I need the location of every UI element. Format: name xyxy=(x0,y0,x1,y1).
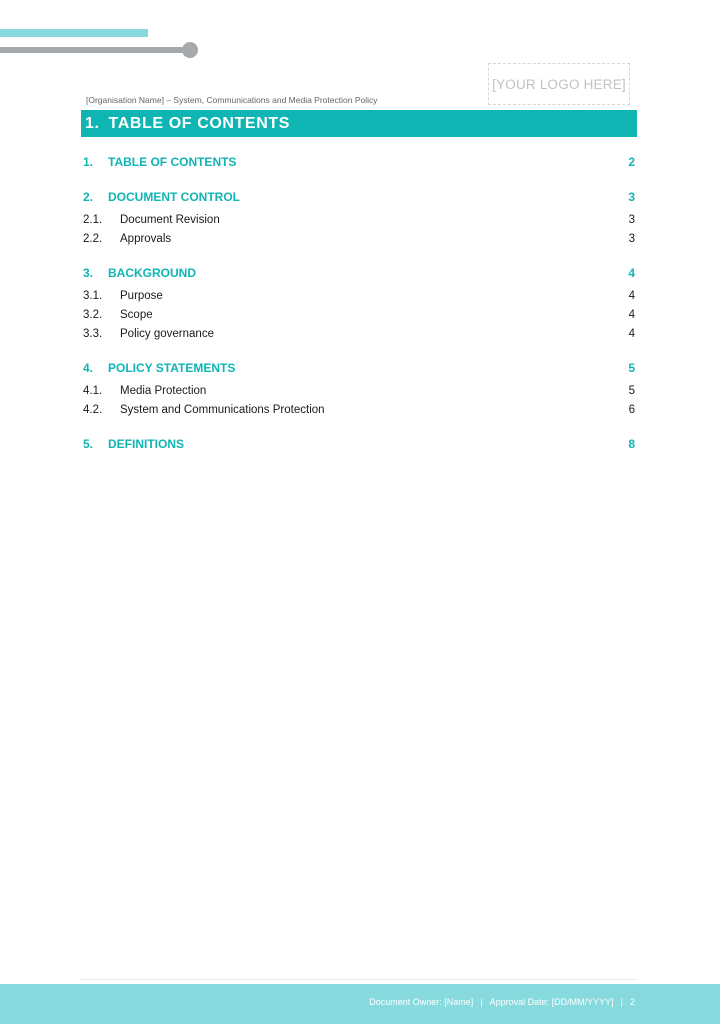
toc-entry-page: 4 xyxy=(628,328,635,340)
toc-entry-page: 4 xyxy=(628,290,635,302)
toc-entry-label: Approvals xyxy=(120,233,172,245)
toc-entry-label: BACKGROUND xyxy=(108,266,196,280)
toc-entry-background[interactable] xyxy=(83,262,636,284)
toc-entry-number: 5. xyxy=(83,437,94,451)
footer-text xyxy=(369,997,635,1007)
table-of-contents xyxy=(83,151,636,455)
toc-entry-page: 4 xyxy=(628,266,635,280)
footer-band xyxy=(0,984,720,1024)
running-header-title: [Organisation Name] – System, Communications and Media Protection Policy xyxy=(86,95,378,105)
toc-entry-number: 2.1. xyxy=(83,214,103,226)
toc-entry-number: 3.3. xyxy=(83,328,103,340)
toc-entry-media-protection[interactable] xyxy=(83,382,636,401)
toc-entry-label: Document Revision xyxy=(120,214,220,226)
decorative-gray-line xyxy=(0,47,186,53)
toc-entry-number: 4. xyxy=(83,361,94,375)
toc-entry-number: 2.2. xyxy=(83,233,103,245)
footer-document-owner: Document Owner: [Name] xyxy=(369,997,474,1007)
toc-entry-policy-statements[interactable] xyxy=(83,357,636,379)
toc-entry-label: DOCUMENT CONTROL xyxy=(108,190,240,204)
toc-entry-page: 3 xyxy=(628,190,635,204)
decorative-teal-bar xyxy=(0,29,148,37)
decorative-gray-dot xyxy=(182,42,198,58)
toc-entry-label: Scope xyxy=(120,309,153,321)
toc-entry-page: 3 xyxy=(628,214,635,226)
toc-entry-policy-governance[interactable] xyxy=(83,325,636,344)
toc-entry-label: Policy governance xyxy=(120,328,214,340)
toc-entry-page: 5 xyxy=(628,385,635,397)
toc-entry-page: 3 xyxy=(628,233,635,245)
toc-entry-page: 5 xyxy=(628,361,635,375)
toc-entry-document-revision[interactable] xyxy=(83,211,636,230)
toc-entry-number: 3.2. xyxy=(83,309,103,321)
toc-entry-table-of-contents[interactable] xyxy=(83,151,636,173)
toc-entry-number: 4.2. xyxy=(83,404,103,416)
toc-entry-label: System and Communications Protection xyxy=(120,404,325,416)
section-heading-title: TABLE OF CONTENTS xyxy=(108,114,290,132)
toc-entry-definitions[interactable] xyxy=(83,433,636,455)
toc-entry-number: 2. xyxy=(83,190,94,204)
section-heading xyxy=(81,110,637,137)
toc-entry-page: 2 xyxy=(628,155,635,169)
footer-page-number: 2 xyxy=(629,997,635,1007)
toc-entry-system-and-communications-protection[interactable] xyxy=(83,401,636,420)
section-heading-number: 1. xyxy=(85,114,100,132)
footer-approval-date: Approval Date: [DD/MM/YYYY] xyxy=(489,997,614,1007)
toc-entry-page: 4 xyxy=(628,309,635,321)
footer-separator: | xyxy=(620,997,623,1007)
toc-entry-page: 8 xyxy=(628,437,635,451)
toc-entry-number: 1. xyxy=(83,155,94,169)
toc-entry-scope[interactable] xyxy=(83,306,636,325)
footer-divider xyxy=(81,979,637,980)
toc-entry-number: 4.1. xyxy=(83,385,103,397)
toc-entry-label: POLICY STATEMENTS xyxy=(108,361,236,375)
toc-entry-number: 3.1. xyxy=(83,290,103,302)
logo-placeholder xyxy=(488,63,630,105)
toc-entry-approvals[interactable] xyxy=(83,230,636,249)
toc-entry-purpose[interactable] xyxy=(83,287,636,306)
toc-entry-label: Purpose xyxy=(120,290,163,302)
toc-entry-label: TABLE OF CONTENTS xyxy=(108,155,237,169)
footer-separator: | xyxy=(480,997,483,1007)
toc-entry-label: Media Protection xyxy=(120,385,207,397)
toc-entry-label: DEFINITIONS xyxy=(108,437,185,451)
toc-entry-page: 6 xyxy=(628,404,635,416)
toc-entry-number: 3. xyxy=(83,266,94,280)
toc-entry-document-control[interactable] xyxy=(83,186,636,208)
logo-placeholder-text: [YOUR LOGO HERE] xyxy=(492,76,626,92)
